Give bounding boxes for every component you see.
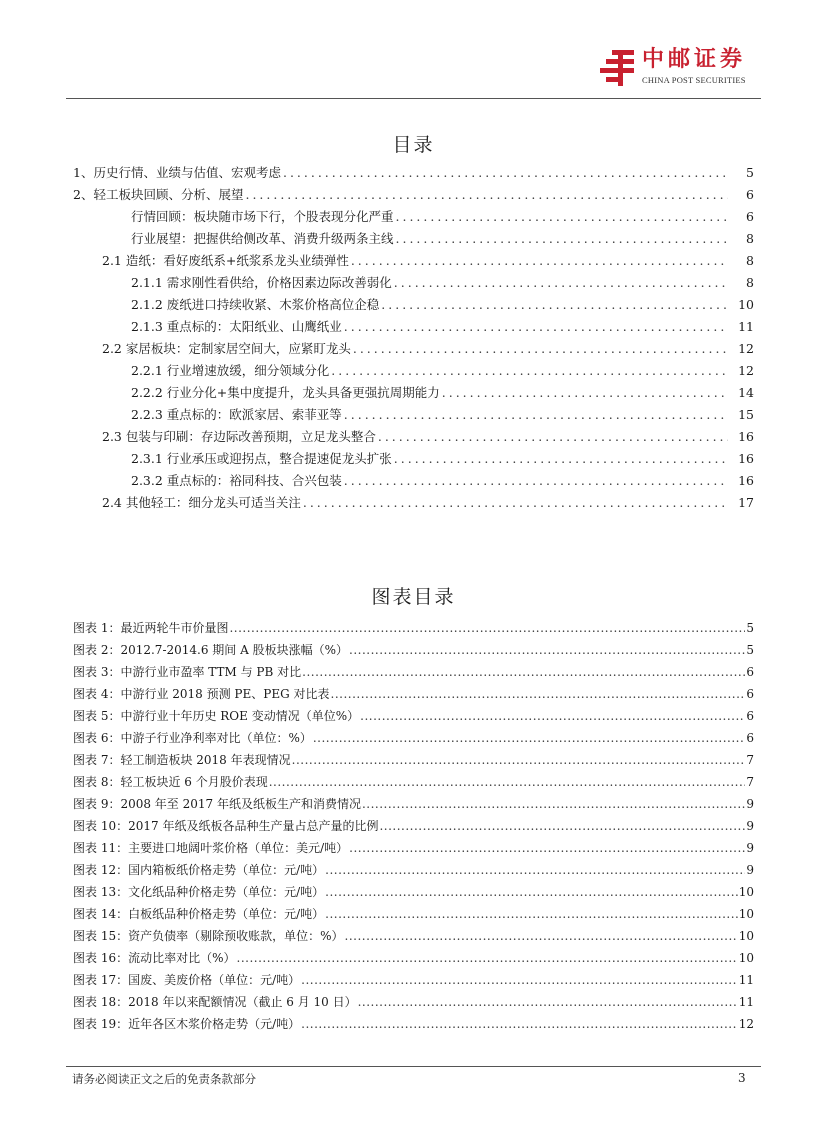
figure-entry-label: 图表 1：最近两轮牛市价量图 xyxy=(73,621,229,635)
dot-leader xyxy=(396,209,728,225)
toc-entry-label: 2、轻工板块回顾、分析、展望 xyxy=(73,187,244,202)
dot-leader xyxy=(237,950,738,966)
dot-leader xyxy=(394,451,728,467)
dot-leader xyxy=(301,1016,738,1032)
toc-entry-2-1-3[interactable] xyxy=(131,319,754,335)
company-logo xyxy=(598,46,758,90)
toc-entry-label: 1、历史行情、业绩与估值、宏观考虑 xyxy=(73,165,281,180)
toc-entry-2-4[interactable] xyxy=(102,495,754,511)
figure-entry-page: 10 xyxy=(738,885,754,899)
toc-entry-page: 5 xyxy=(746,165,754,180)
figure-entry-page: 9 xyxy=(746,797,754,811)
figure-entry-page: 5 xyxy=(746,643,754,657)
toc-entry-2-2-3[interactable] xyxy=(131,407,754,423)
figure-entry-page: 10 xyxy=(738,929,754,943)
dot-leader xyxy=(378,429,728,445)
header-divider xyxy=(66,98,761,99)
toc-entry-2-3[interactable] xyxy=(102,429,754,445)
figure-entry-13[interactable] xyxy=(73,884,754,900)
dot-leader xyxy=(344,319,728,335)
dot-leader xyxy=(245,187,728,203)
figure-entry-page: 6 xyxy=(746,687,754,701)
toc-entry-2a[interactable] xyxy=(131,209,754,225)
figure-entry-label: 图表 17：国废、美废价格（单位：元/吨） xyxy=(73,973,301,987)
dot-leader xyxy=(349,840,745,856)
figure-entry-label: 图表 18：2018 年以来配额情况（截止 6 月 10 日） xyxy=(73,995,357,1009)
figure-entry-label: 图表 13：文化纸品种价格走势（单位：元/吨） xyxy=(73,885,325,899)
dot-leader xyxy=(229,620,745,636)
figure-entry-label: 图表 19：近年各区木浆价格走势（元/吨） xyxy=(73,1017,301,1031)
figure-entry-page: 6 xyxy=(746,665,754,679)
dot-leader xyxy=(325,906,738,922)
toc-entry-label: 2.1 造纸：看好废纸系+纸浆系龙头业绩弹性 xyxy=(102,253,349,268)
figure-entry-17[interactable] xyxy=(73,972,754,988)
toc-entry-page: 8 xyxy=(746,275,754,290)
toc-entry-label: 2.3.2 重点标的：裕同科技、合兴包装 xyxy=(131,473,342,488)
toc-entry-2-1[interactable] xyxy=(102,253,754,269)
dot-leader xyxy=(331,363,728,379)
toc-entry-label: 2.1.3 重点标的：太阳纸业、山鹰纸业 xyxy=(131,319,342,334)
figure-entry-page: 11 xyxy=(738,995,754,1009)
dot-leader xyxy=(360,708,745,724)
figure-entry-page: 12 xyxy=(738,1017,754,1031)
figure-entry-page: 6 xyxy=(746,709,754,723)
figure-entry-12[interactable] xyxy=(73,862,754,878)
dot-leader xyxy=(442,385,728,401)
figure-entry-16[interactable] xyxy=(73,950,754,966)
figure-entry-label: 图表 6：中游子行业净利率对比（单位：%） xyxy=(73,731,312,745)
figure-entry-page: 9 xyxy=(746,863,754,877)
figure-entry-page: 11 xyxy=(738,973,754,987)
figure-entry-page: 10 xyxy=(738,951,754,965)
figure-entry-10[interactable] xyxy=(73,818,754,834)
figure-entry-7[interactable] xyxy=(73,752,754,768)
dot-leader xyxy=(269,774,746,790)
toc-entry-2-3-2[interactable] xyxy=(131,473,754,489)
figure-entry-label: 图表 5：中游行业十年历史 ROE 变动情况（单位%） xyxy=(73,709,360,723)
figure-entry-6[interactable] xyxy=(73,730,754,746)
figure-entry-page: 9 xyxy=(746,819,754,833)
dot-leader xyxy=(379,818,745,834)
toc-entry-2-2-2[interactable] xyxy=(131,385,754,401)
dot-leader xyxy=(349,642,745,658)
figure-entry-4[interactable] xyxy=(73,686,754,702)
toc-entry-label: 2.4 其他轻工：细分龙头可适当关注 xyxy=(102,495,301,510)
figure-entry-15[interactable] xyxy=(73,928,754,944)
toc-entry-page: 11 xyxy=(738,319,754,334)
figure-entry-label: 图表 4：中游行业 2018 预测 PE、PEG 对比表 xyxy=(73,687,330,701)
brand-name-cn: 中邮证券 xyxy=(642,47,747,72)
dot-leader xyxy=(313,730,746,746)
dot-leader xyxy=(303,495,728,511)
figure-entry-page: 6 xyxy=(746,731,754,745)
toc-entry-2-1-1[interactable] xyxy=(131,275,754,291)
dot-leader xyxy=(358,994,738,1010)
toc-entry-page: 16 xyxy=(738,473,754,488)
figure-entry-3[interactable] xyxy=(73,664,754,680)
toc-entry-page: 16 xyxy=(738,429,754,444)
toc-entry-label: 行业展望：把握供给侧改革、消费升级两条主线 xyxy=(131,231,394,246)
toc-entry-page: 16 xyxy=(738,451,754,466)
figure-entry-page: 10 xyxy=(738,907,754,921)
dot-leader xyxy=(344,407,728,423)
toc-entry-label: 2.1.2 废纸进口持续收紧、木浆价格高位企稳 xyxy=(131,297,380,312)
figure-entry-19[interactable] xyxy=(73,1016,754,1032)
toc-entry-label: 2.2.2 行业分化+集中度提升，龙头具备更强抗周期能力 xyxy=(131,385,440,400)
dot-leader xyxy=(301,972,738,988)
toc-entry-label: 2.2.1 行业增速放缓，细分领域分化 xyxy=(131,363,330,378)
toc-entry-2b[interactable] xyxy=(131,231,754,247)
figure-entry-label: 图表 9：2008 年至 2017 年纸及纸板生产和消费情况 xyxy=(73,797,361,811)
toc-entry-label: 2.2.3 重点标的：欧派家居、索菲亚等 xyxy=(131,407,342,422)
dot-leader xyxy=(362,796,745,812)
toc-entry-page: 17 xyxy=(738,495,754,510)
figure-entry-label: 图表 2：2012.7-2014.6 期间 A 股板块涨幅（%） xyxy=(73,643,348,657)
figure-entry-9[interactable] xyxy=(73,796,754,812)
toc-entry-page: 12 xyxy=(738,363,754,378)
dot-leader xyxy=(331,686,746,702)
toc-entry-1[interactable] xyxy=(73,165,754,181)
figure-entry-5[interactable] xyxy=(73,708,754,724)
figure-entry-label: 图表 15：资产负债率（剔除预收账款，单位：%） xyxy=(73,929,344,943)
figure-entry-label: 图表 8：轻工板块近 6 个月股价表现 xyxy=(73,775,268,789)
dot-leader xyxy=(325,862,745,878)
toc-entry-2-2-1[interactable] xyxy=(131,363,754,379)
footer-divider xyxy=(66,1066,761,1067)
toc-entry-page: 14 xyxy=(738,385,754,400)
figure-entry-8[interactable] xyxy=(73,774,754,790)
page-number: 3 xyxy=(738,1071,746,1085)
dot-leader xyxy=(351,253,728,269)
dot-leader xyxy=(344,473,728,489)
footer-disclaimer: 请务必阅读正文之后的免责条款部分 xyxy=(72,1072,256,1086)
figure-entry-label: 图表 12：国内箱板纸价格走势（单位：元/吨） xyxy=(73,863,325,877)
toc-entry-label: 2.2 家居板块：定制家居空间大，应紧盯龙头 xyxy=(102,341,351,356)
toc-entry-2-1-2[interactable] xyxy=(131,297,754,313)
figure-entry-label: 图表 11：主要进口地阔叶浆价格（单位：美元/吨） xyxy=(73,841,349,855)
dot-leader xyxy=(345,928,738,944)
figure-entry-14[interactable] xyxy=(73,906,754,922)
figure-entry-label: 图表 10：2017 年纸及纸板各品种生产量占总产量的比例 xyxy=(73,819,379,833)
figure-entry-label: 图表 14：白板纸品种价格走势（单位：元/吨） xyxy=(73,907,325,921)
dot-leader xyxy=(302,664,745,680)
toc-entry-2[interactable] xyxy=(73,187,754,203)
toc-entry-label: 行情回顾：板块随市场下行，个股表现分化严重 xyxy=(131,209,394,224)
dot-leader xyxy=(283,165,728,181)
figure-entry-label: 图表 3：中游行业市盈率 TTM 与 PB 对比 xyxy=(73,665,302,679)
figure-entry-2[interactable] xyxy=(73,642,754,658)
figure-entry-label: 图表 7：轻工制造板块 2018 年表现情况 xyxy=(73,753,291,767)
dot-leader xyxy=(325,884,738,900)
figure-entry-page: 5 xyxy=(746,621,754,635)
toc-title: 目录 xyxy=(392,134,435,156)
figure-entry-page: 9 xyxy=(746,841,754,855)
toc-entry-page: 12 xyxy=(738,341,754,356)
figure-entry-page: 7 xyxy=(746,753,754,767)
dot-leader xyxy=(394,275,728,291)
toc-entry-2-2[interactable] xyxy=(102,341,754,357)
dot-leader xyxy=(292,752,746,768)
toc-entry-label: 2.3 包装与印刷：存边际改善预期，立足龙头整合 xyxy=(102,429,376,444)
figure-entry-11[interactable] xyxy=(73,840,754,856)
figure-entry-label: 图表 16：流动比率对比（%） xyxy=(73,951,236,965)
toc-entry-label: 2.1.1 需求刚性看供给，价格因素边际改善弱化 xyxy=(131,275,392,290)
figure-entry-page: 7 xyxy=(746,775,754,789)
figure-entry-18[interactable] xyxy=(73,994,754,1010)
dot-leader xyxy=(396,231,728,247)
figure-list-title: 图表目录 xyxy=(371,586,456,608)
brand-name-en: CHINA POST SECURITIES xyxy=(642,75,746,85)
dot-leader xyxy=(353,341,728,357)
toc-entry-page: 6 xyxy=(746,209,754,224)
toc-entry-page: 10 xyxy=(738,297,754,312)
toc-entry-page: 6 xyxy=(746,187,754,202)
figure-entry-1[interactable] xyxy=(73,620,754,636)
toc-entry-2-3-1[interactable] xyxy=(131,451,754,467)
china-post-logo-icon xyxy=(598,48,638,88)
toc-entry-page: 8 xyxy=(746,231,754,246)
toc-entry-page: 8 xyxy=(746,253,754,268)
toc-entry-page: 15 xyxy=(738,407,754,422)
toc-entry-label: 2.3.1 行业承压或迎拐点，整合提速促龙头扩张 xyxy=(131,451,392,466)
dot-leader xyxy=(381,297,728,313)
